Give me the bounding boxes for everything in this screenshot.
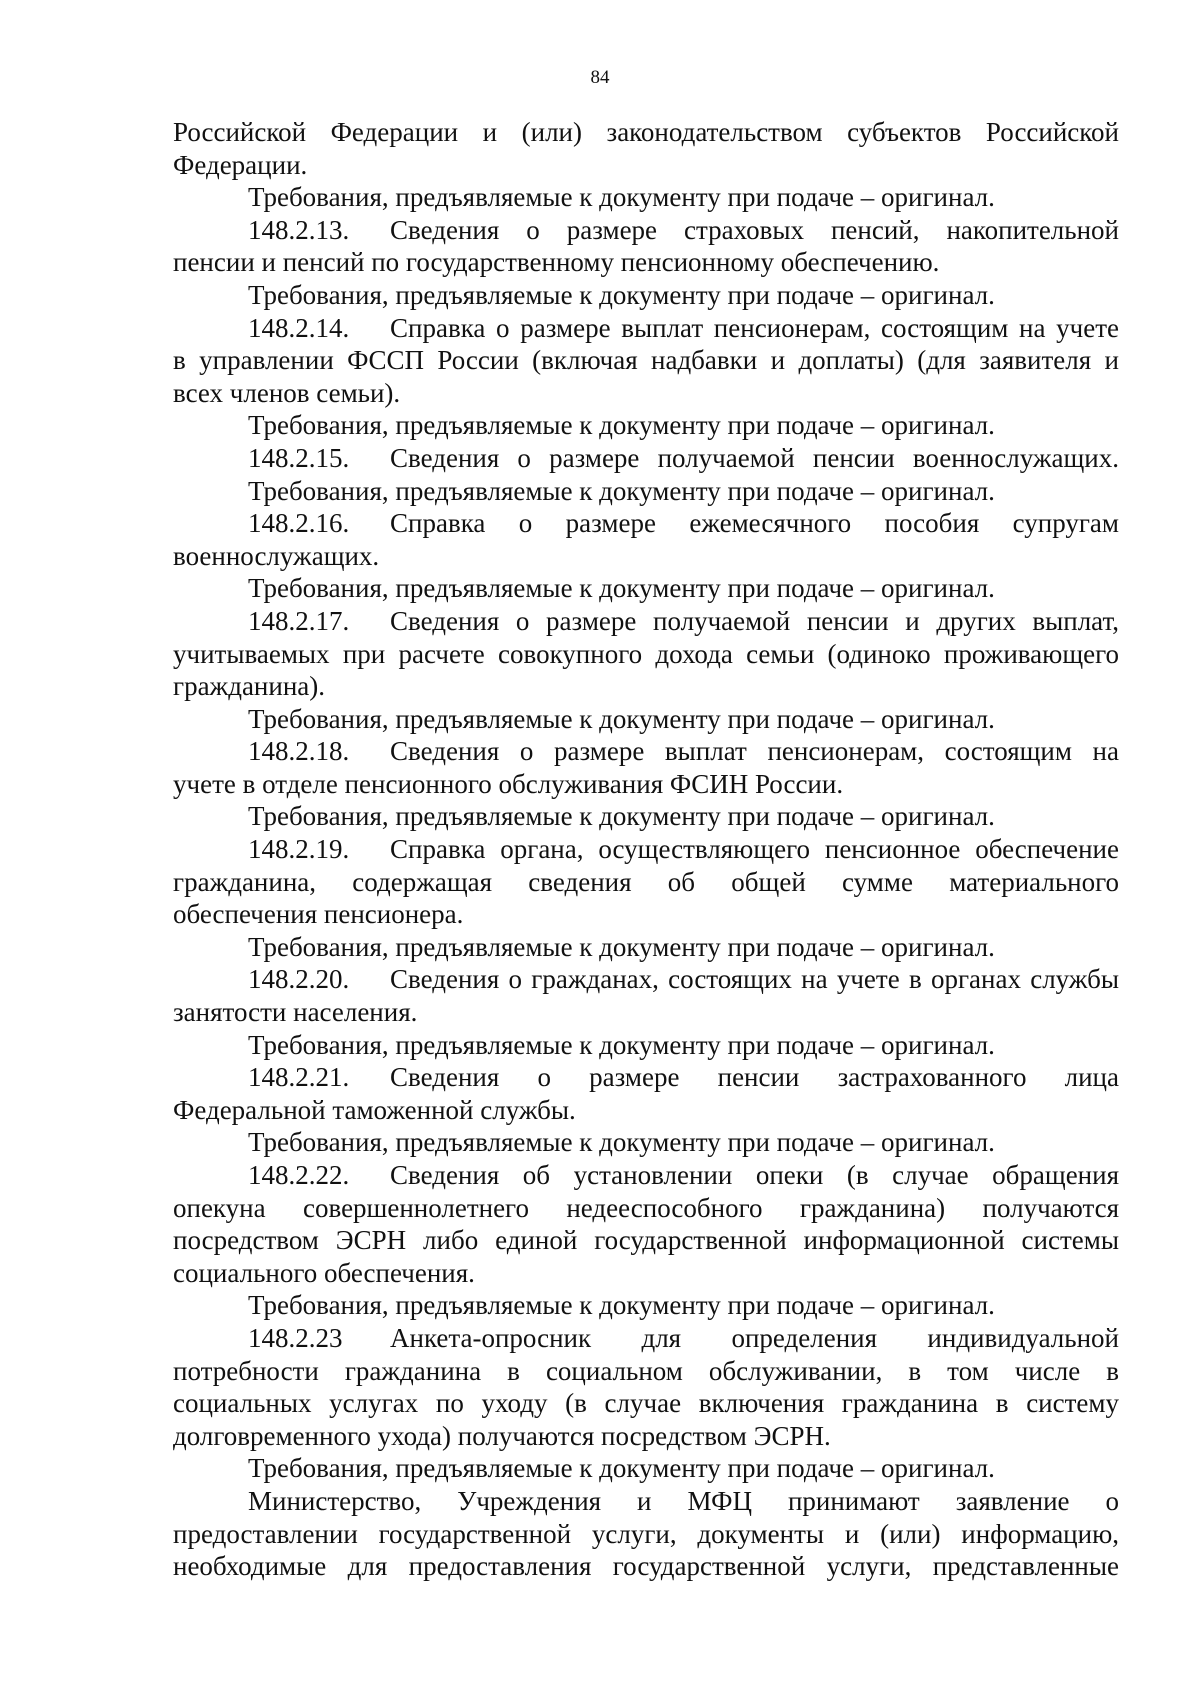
page-number: 84	[590, 67, 610, 88]
item-text: Справка о размере ежемесячного пособия супругам	[390, 508, 1119, 539]
text-line: военнослужащих.	[173, 540, 380, 571]
numbered-item-line	[173, 963, 1119, 996]
numbered-item-line	[173, 1159, 1119, 1192]
item-text: Справка о размере выплат пенсионерам, состоящим на учете	[390, 312, 1119, 343]
numbered-item-line	[173, 312, 1119, 345]
text-line: обеспечения пенсионера.	[173, 899, 464, 930]
paragraph-first-line: Требования, предъявляемые к документу при подаче – оригинал.	[248, 182, 995, 213]
item-number: 148.2.15.	[248, 442, 350, 473]
paragraph-first-line: Требования, предъявляемые к документу при подаче – оригинал.	[248, 931, 995, 962]
text-line: долговременного ухода) получаются посредством ЭСРН.	[173, 1420, 831, 1451]
text-line: гражданина, содержащая сведения об общей сумме материального	[173, 866, 1119, 897]
text-line: потребности гражданина в социальном обслуживании, в том числе в	[173, 1355, 1119, 1386]
item-number: 148.2.21.	[248, 1062, 350, 1093]
text-line: посредством ЭСРН либо единой государственной информационной системы	[173, 1225, 1119, 1256]
text-line: необходимые для предоставления государственной услуги, представленные	[173, 1551, 1119, 1582]
item-text: Сведения о размере пенсии застрахованного лица	[390, 1062, 1119, 1093]
paragraph-first-line: Требования, предъявляемые к документу при подаче – оригинал.	[248, 1127, 995, 1158]
item-text: Сведения о размере страховых пенсий, накопительной	[390, 214, 1119, 245]
paragraph-first-line: Требования, предъявляемые к документу при подаче – оригинал.	[248, 801, 995, 832]
paragraph-first-line: Требования, предъявляемые к документу при подаче – оригинал.	[248, 279, 995, 310]
item-number: 148.2.19.	[248, 834, 350, 865]
numbered-item-line	[173, 442, 1119, 475]
item-text: Сведения об установлении опеки (в случае обращения	[390, 1160, 1119, 1190]
item-number: 148.2.18.	[248, 736, 350, 767]
item-text: Сведения о размере получаемой пенсии военнослужащих.	[390, 442, 1119, 473]
item-number: 148.2.14.	[248, 312, 350, 343]
text-line: учете в отделе пенсионного обслуживания ФСИН России.	[173, 768, 844, 799]
paragraph-first-line: Требования, предъявляемые к документу при подаче – оригинал.	[248, 1290, 995, 1321]
text-line: учитываемых при расчете совокупного дохода семьи (одиноко проживающего	[173, 638, 1119, 669]
text-line: Российской Федерации и (или) законодательством субъектов Российской	[173, 117, 1119, 147]
paragraph-first-line: Требования, предъявляемые к документу при подаче – оригинал.	[248, 1453, 995, 1484]
numbered-item-line	[173, 1322, 1119, 1355]
text-line: опекуна совершеннолетнего недееспособного гражданина) получаются	[173, 1192, 1119, 1223]
item-text: Анкета-опросник для определения индивидуальной	[390, 1322, 1119, 1353]
item-number: 148.2.22.	[248, 1160, 350, 1190]
text-line: предоставлении государственной услуги, документы и (или) информацию,	[173, 1518, 1119, 1549]
item-number: 148.2.13.	[248, 214, 350, 245]
paragraph-first-line: Требования, предъявляемые к документу при подаче – оригинал.	[248, 1029, 995, 1060]
text-line: гражданина).	[173, 671, 326, 702]
text-line: всех членов семьи).	[173, 377, 401, 408]
numbered-item-line	[173, 214, 1119, 247]
paragraph-first-line: Требования, предъявляемые к документу при подаче – оригинал.	[248, 703, 995, 734]
text-line: Федеральной таможенной службы.	[173, 1094, 576, 1125]
item-text: Сведения о гражданах, состоящих на учете в органах службы	[390, 964, 1119, 995]
item-text: Справка органа, осуществляющего пенсионное обеспечение	[390, 834, 1119, 865]
paragraph-first-line: Требования, предъявляемые к документу при подаче – оригинал.	[248, 475, 995, 506]
item-number: 148.2.23	[248, 1322, 343, 1353]
text-line: занятости населения.	[173, 997, 418, 1028]
item-number: 148.2.20.	[248, 964, 350, 995]
paragraph-first-line: Министерство, Учреждения и МФЦ принимают заявление о	[248, 1485, 1119, 1516]
text-line: в управлении ФССП России (включая надбавки и доплаты) (для заявителя и	[173, 345, 1119, 376]
paragraph-first-line: Требования, предъявляемые к документу при подаче – оригинал.	[248, 410, 995, 441]
numbered-item-line	[173, 1061, 1119, 1094]
paragraph-first-line: Требования, предъявляемые к документу при подаче – оригинал.	[248, 573, 995, 604]
item-text: Сведения о размере выплат пенсионерам, состоящим на	[390, 736, 1119, 767]
document-body	[173, 116, 1119, 1583]
numbered-item-line	[173, 507, 1119, 540]
text-line: социального обеспечения.	[173, 1257, 475, 1288]
numbered-item-line	[173, 735, 1119, 768]
text-line: Федерации.	[173, 149, 308, 180]
item-number: 148.2.16.	[248, 508, 350, 539]
text-line: пенсии и пенсий по государственному пенсионному обеспечению.	[173, 247, 940, 278]
item-text: Сведения о размере получаемой пенсии и других выплат,	[390, 605, 1119, 636]
text-line: социальных услугах по уходу (в случае включения гражданина в систему	[173, 1388, 1119, 1419]
item-number: 148.2.17.	[248, 605, 350, 636]
numbered-item-line	[173, 833, 1119, 866]
numbered-item-line	[173, 605, 1119, 638]
